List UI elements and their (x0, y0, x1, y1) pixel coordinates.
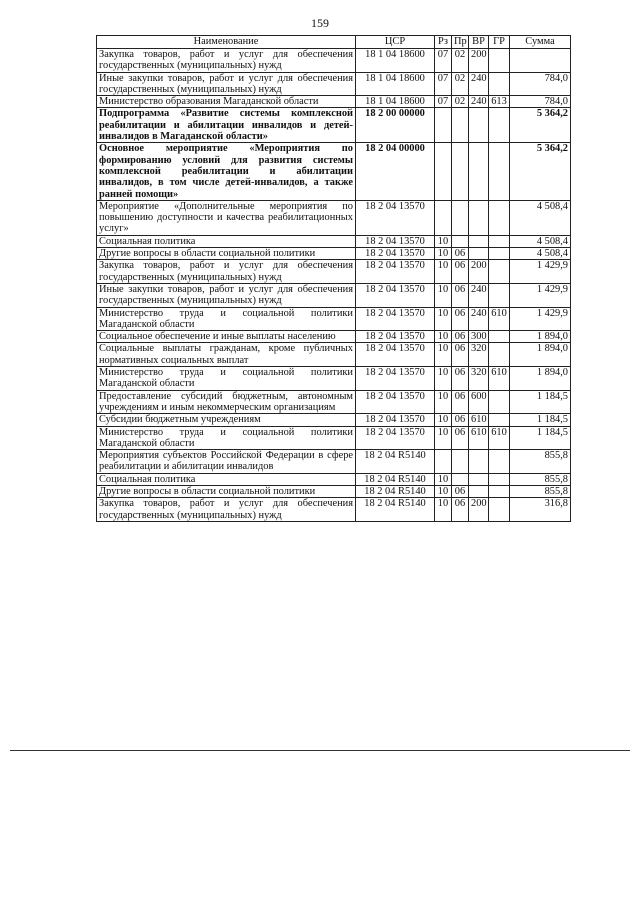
row-pr-cell: 06 (452, 260, 469, 284)
row-rz-cell: 10 (435, 473, 452, 485)
row-csr-cell: 18 2 04 13570 (356, 307, 435, 331)
row-gr-cell (489, 390, 510, 414)
row-sum-cell: 1 429,9 (510, 307, 571, 331)
row-rz-cell: 10 (435, 426, 452, 450)
row-pr-cell: 06 (452, 390, 469, 414)
header-vr: ВР (469, 36, 489, 49)
row-vr-cell (469, 450, 489, 474)
table-row (97, 473, 571, 485)
row-rz-cell: 10 (435, 498, 452, 522)
row-gr-cell: 610 (489, 426, 510, 450)
row-vr-cell: 240 (469, 72, 489, 96)
table-header-row (97, 36, 571, 49)
row-pr-cell: 02 (452, 96, 469, 108)
row-vr-cell: 300 (469, 331, 489, 343)
table-row (97, 143, 571, 200)
row-vr-cell (469, 485, 489, 497)
row-vr-cell: 240 (469, 283, 489, 307)
row-rz-cell: 10 (435, 331, 452, 343)
row-pr-cell (452, 108, 469, 143)
row-rz-cell: 07 (435, 96, 452, 108)
row-name-cell: Другие вопросы в области социальной политики (97, 485, 356, 497)
row-name-cell: Социальная политика (97, 235, 356, 247)
table-row (97, 200, 571, 235)
row-sum-cell: 1 429,9 (510, 260, 571, 284)
row-sum-cell: 1 894,0 (510, 331, 571, 343)
table-row (97, 235, 571, 247)
row-sum-cell: 316,8 (510, 498, 571, 522)
row-name-cell: Закупка товаров, работ и услуг для обеспечения государственных (муниципальных) нужд (97, 498, 356, 522)
row-pr-cell (452, 473, 469, 485)
row-sum-cell: 1 184,5 (510, 390, 571, 414)
table-row (97, 426, 571, 450)
page-number: 159 (311, 16, 329, 30)
header-gr: ГР (489, 36, 510, 49)
row-vr-cell (469, 143, 489, 200)
row-vr-cell (469, 108, 489, 143)
table-row (97, 414, 571, 426)
row-rz-cell: 07 (435, 72, 452, 96)
row-gr-cell: 613 (489, 96, 510, 108)
row-pr-cell: 06 (452, 343, 469, 367)
row-sum-cell: 5 364,2 (510, 108, 571, 143)
row-sum-cell: 4 508,4 (510, 248, 571, 260)
row-rz-cell (435, 200, 452, 235)
row-pr-cell: 06 (452, 426, 469, 450)
row-gr-cell (489, 72, 510, 96)
budget-table (96, 35, 571, 522)
row-sum-cell: 855,8 (510, 450, 571, 474)
row-csr-cell: 18 2 04 13570 (356, 200, 435, 235)
row-gr-cell (489, 498, 510, 522)
row-rz-cell: 10 (435, 235, 452, 247)
row-sum-cell: 5 364,2 (510, 143, 571, 200)
row-name-cell: Подпрограмма «Развитие системы комплексной реабилитации и абилитации инвалидов и детей-инвалидов в Магаданской области» (97, 108, 356, 143)
table-row (97, 260, 571, 284)
row-gr-cell (489, 235, 510, 247)
row-gr-cell (489, 200, 510, 235)
row-gr-cell (489, 331, 510, 343)
row-gr-cell (489, 260, 510, 284)
row-csr-cell: 18 2 04 13570 (356, 343, 435, 367)
row-rz-cell: 10 (435, 248, 452, 260)
row-rz-cell: 10 (435, 283, 452, 307)
row-vr-cell (469, 235, 489, 247)
row-rz-cell: 10 (435, 367, 452, 391)
table-row (97, 485, 571, 497)
row-vr-cell (469, 473, 489, 485)
table-row (97, 248, 571, 260)
row-name-cell: Другие вопросы в области социальной политики (97, 248, 356, 260)
table-row (97, 367, 571, 391)
row-csr-cell: 18 2 04 13570 (356, 414, 435, 426)
row-name-cell: Мероприятия субъектов Российской Федерации в сфере реабилитации и абилитации инвалидов (97, 450, 356, 474)
row-gr-cell (489, 248, 510, 260)
row-csr-cell: 18 2 04 R5140 (356, 473, 435, 485)
row-sum-cell: 4 508,4 (510, 200, 571, 235)
table-row (97, 307, 571, 331)
header-name: Наименование (97, 36, 356, 49)
row-pr-cell: 06 (452, 248, 469, 260)
row-rz-cell (435, 143, 452, 200)
row-vr-cell: 320 (469, 367, 489, 391)
row-sum-cell: 1 894,0 (510, 343, 571, 367)
row-name-cell: Основное мероприятие «Мероприятия по формированию условий для развития системы комплексной реабилитации и абилитации инвалидов, в том числе детей-инвалидов, а также ранней помощи» (97, 143, 356, 200)
table-row (97, 450, 571, 474)
row-name-cell: Предоставление субсидий бюджетным, автономным учреждениям и иным некоммерческим организациям (97, 390, 356, 414)
bottom-divider (10, 750, 630, 751)
row-pr-cell: 06 (452, 331, 469, 343)
table-row (97, 108, 571, 143)
row-gr-cell (489, 283, 510, 307)
row-rz-cell (435, 108, 452, 143)
row-vr-cell: 320 (469, 343, 489, 367)
row-sum-cell: 784,0 (510, 72, 571, 96)
table-row (97, 283, 571, 307)
row-name-cell: Мероприятие «Дополнительные мероприятия по повышению доступности и качества реабилитационных услуг» (97, 200, 356, 235)
row-rz-cell: 07 (435, 49, 452, 73)
row-csr-cell: 18 2 04 13570 (356, 390, 435, 414)
row-name-cell: Социальная политика (97, 473, 356, 485)
row-rz-cell: 10 (435, 390, 452, 414)
row-csr-cell: 18 2 04 13570 (356, 367, 435, 391)
row-vr-cell: 240 (469, 96, 489, 108)
row-name-cell: Субсидии бюджетным учреждениям (97, 414, 356, 426)
row-csr-cell: 18 2 04 13570 (356, 283, 435, 307)
row-name-cell: Иные закупки товаров, работ и услуг для обеспечения государственных (муниципальных) нужд (97, 72, 356, 96)
row-vr-cell: 200 (469, 49, 489, 73)
row-name-cell: Социальное обеспечение и иные выплаты населению (97, 331, 356, 343)
row-pr-cell: 06 (452, 283, 469, 307)
row-pr-cell: 02 (452, 72, 469, 96)
row-sum-cell (510, 49, 571, 73)
table-row (97, 498, 571, 522)
row-pr-cell (452, 235, 469, 247)
row-vr-cell: 600 (469, 390, 489, 414)
table-row (97, 331, 571, 343)
row-pr-cell (452, 450, 469, 474)
table-row (97, 96, 571, 108)
row-sum-cell: 784,0 (510, 96, 571, 108)
row-csr-cell: 18 2 00 00000 (356, 108, 435, 143)
row-sum-cell: 855,8 (510, 485, 571, 497)
row-rz-cell: 10 (435, 485, 452, 497)
header-rz: Рз (435, 36, 452, 49)
row-gr-cell (489, 450, 510, 474)
row-gr-cell: 610 (489, 367, 510, 391)
row-pr-cell: 06 (452, 414, 469, 426)
row-gr-cell (489, 473, 510, 485)
table-row (97, 72, 571, 96)
row-pr-cell: 06 (452, 367, 469, 391)
row-vr-cell: 240 (469, 307, 489, 331)
row-gr-cell (489, 343, 510, 367)
row-csr-cell: 18 2 04 00000 (356, 143, 435, 200)
row-name-cell: Закупка товаров, работ и услуг для обеспечения государственных (муниципальных) нужд (97, 260, 356, 284)
table-row (97, 390, 571, 414)
row-name-cell: Министерство труда и социальной политики Магаданской области (97, 426, 356, 450)
row-pr-cell: 06 (452, 498, 469, 522)
row-name-cell: Министерство труда и социальной политики Магаданской области (97, 367, 356, 391)
row-vr-cell (469, 248, 489, 260)
row-name-cell: Закупка товаров, работ и услуг для обеспечения государственных (муниципальных) нужд (97, 49, 356, 73)
row-csr-cell: 18 2 04 R5140 (356, 450, 435, 474)
row-vr-cell: 610 (469, 414, 489, 426)
row-gr-cell (489, 485, 510, 497)
row-rz-cell: 10 (435, 414, 452, 426)
row-pr-cell: 06 (452, 307, 469, 331)
row-gr-cell (489, 49, 510, 73)
header-pr: Пр (452, 36, 469, 49)
row-pr-cell (452, 143, 469, 200)
row-rz-cell: 10 (435, 307, 452, 331)
table-body (97, 49, 571, 522)
row-sum-cell: 1 894,0 (510, 367, 571, 391)
row-csr-cell: 18 2 04 13570 (356, 248, 435, 260)
row-csr-cell: 18 1 04 18600 (356, 72, 435, 96)
row-sum-cell: 1 429,9 (510, 283, 571, 307)
row-name-cell: Министерство труда и социальной политики Магаданской области (97, 307, 356, 331)
row-rz-cell: 10 (435, 260, 452, 284)
row-sum-cell: 1 184,5 (510, 414, 571, 426)
row-csr-cell: 18 2 04 R5140 (356, 498, 435, 522)
row-csr-cell: 18 2 04 R5140 (356, 485, 435, 497)
row-gr-cell (489, 143, 510, 200)
row-pr-cell: 02 (452, 49, 469, 73)
row-gr-cell: 610 (489, 307, 510, 331)
row-sum-cell: 855,8 (510, 473, 571, 485)
row-name-cell: Социальные выплаты гражданам, кроме публичных нормативных социальных выплат (97, 343, 356, 367)
row-csr-cell: 18 1 04 18600 (356, 96, 435, 108)
row-vr-cell (469, 200, 489, 235)
table-row (97, 343, 571, 367)
row-csr-cell: 18 1 04 18600 (356, 49, 435, 73)
header-csr: ЦСР (356, 36, 435, 49)
row-gr-cell (489, 414, 510, 426)
row-csr-cell: 18 2 04 13570 (356, 426, 435, 450)
header-sum: Сумма (510, 36, 571, 49)
row-pr-cell (452, 200, 469, 235)
row-csr-cell: 18 2 04 13570 (356, 260, 435, 284)
row-pr-cell: 06 (452, 485, 469, 497)
row-csr-cell: 18 2 04 13570 (356, 235, 435, 247)
row-vr-cell: 200 (469, 260, 489, 284)
row-name-cell: Министерство образования Магаданской области (97, 96, 356, 108)
row-vr-cell: 200 (469, 498, 489, 522)
row-sum-cell: 1 184,5 (510, 426, 571, 450)
row-sum-cell: 4 508,4 (510, 235, 571, 247)
row-csr-cell: 18 2 04 13570 (356, 331, 435, 343)
table-row (97, 49, 571, 73)
row-rz-cell (435, 450, 452, 474)
row-gr-cell (489, 108, 510, 143)
row-vr-cell: 610 (469, 426, 489, 450)
row-rz-cell: 10 (435, 343, 452, 367)
row-name-cell: Иные закупки товаров, работ и услуг для обеспечения государственных (муниципальных) нужд (97, 283, 356, 307)
